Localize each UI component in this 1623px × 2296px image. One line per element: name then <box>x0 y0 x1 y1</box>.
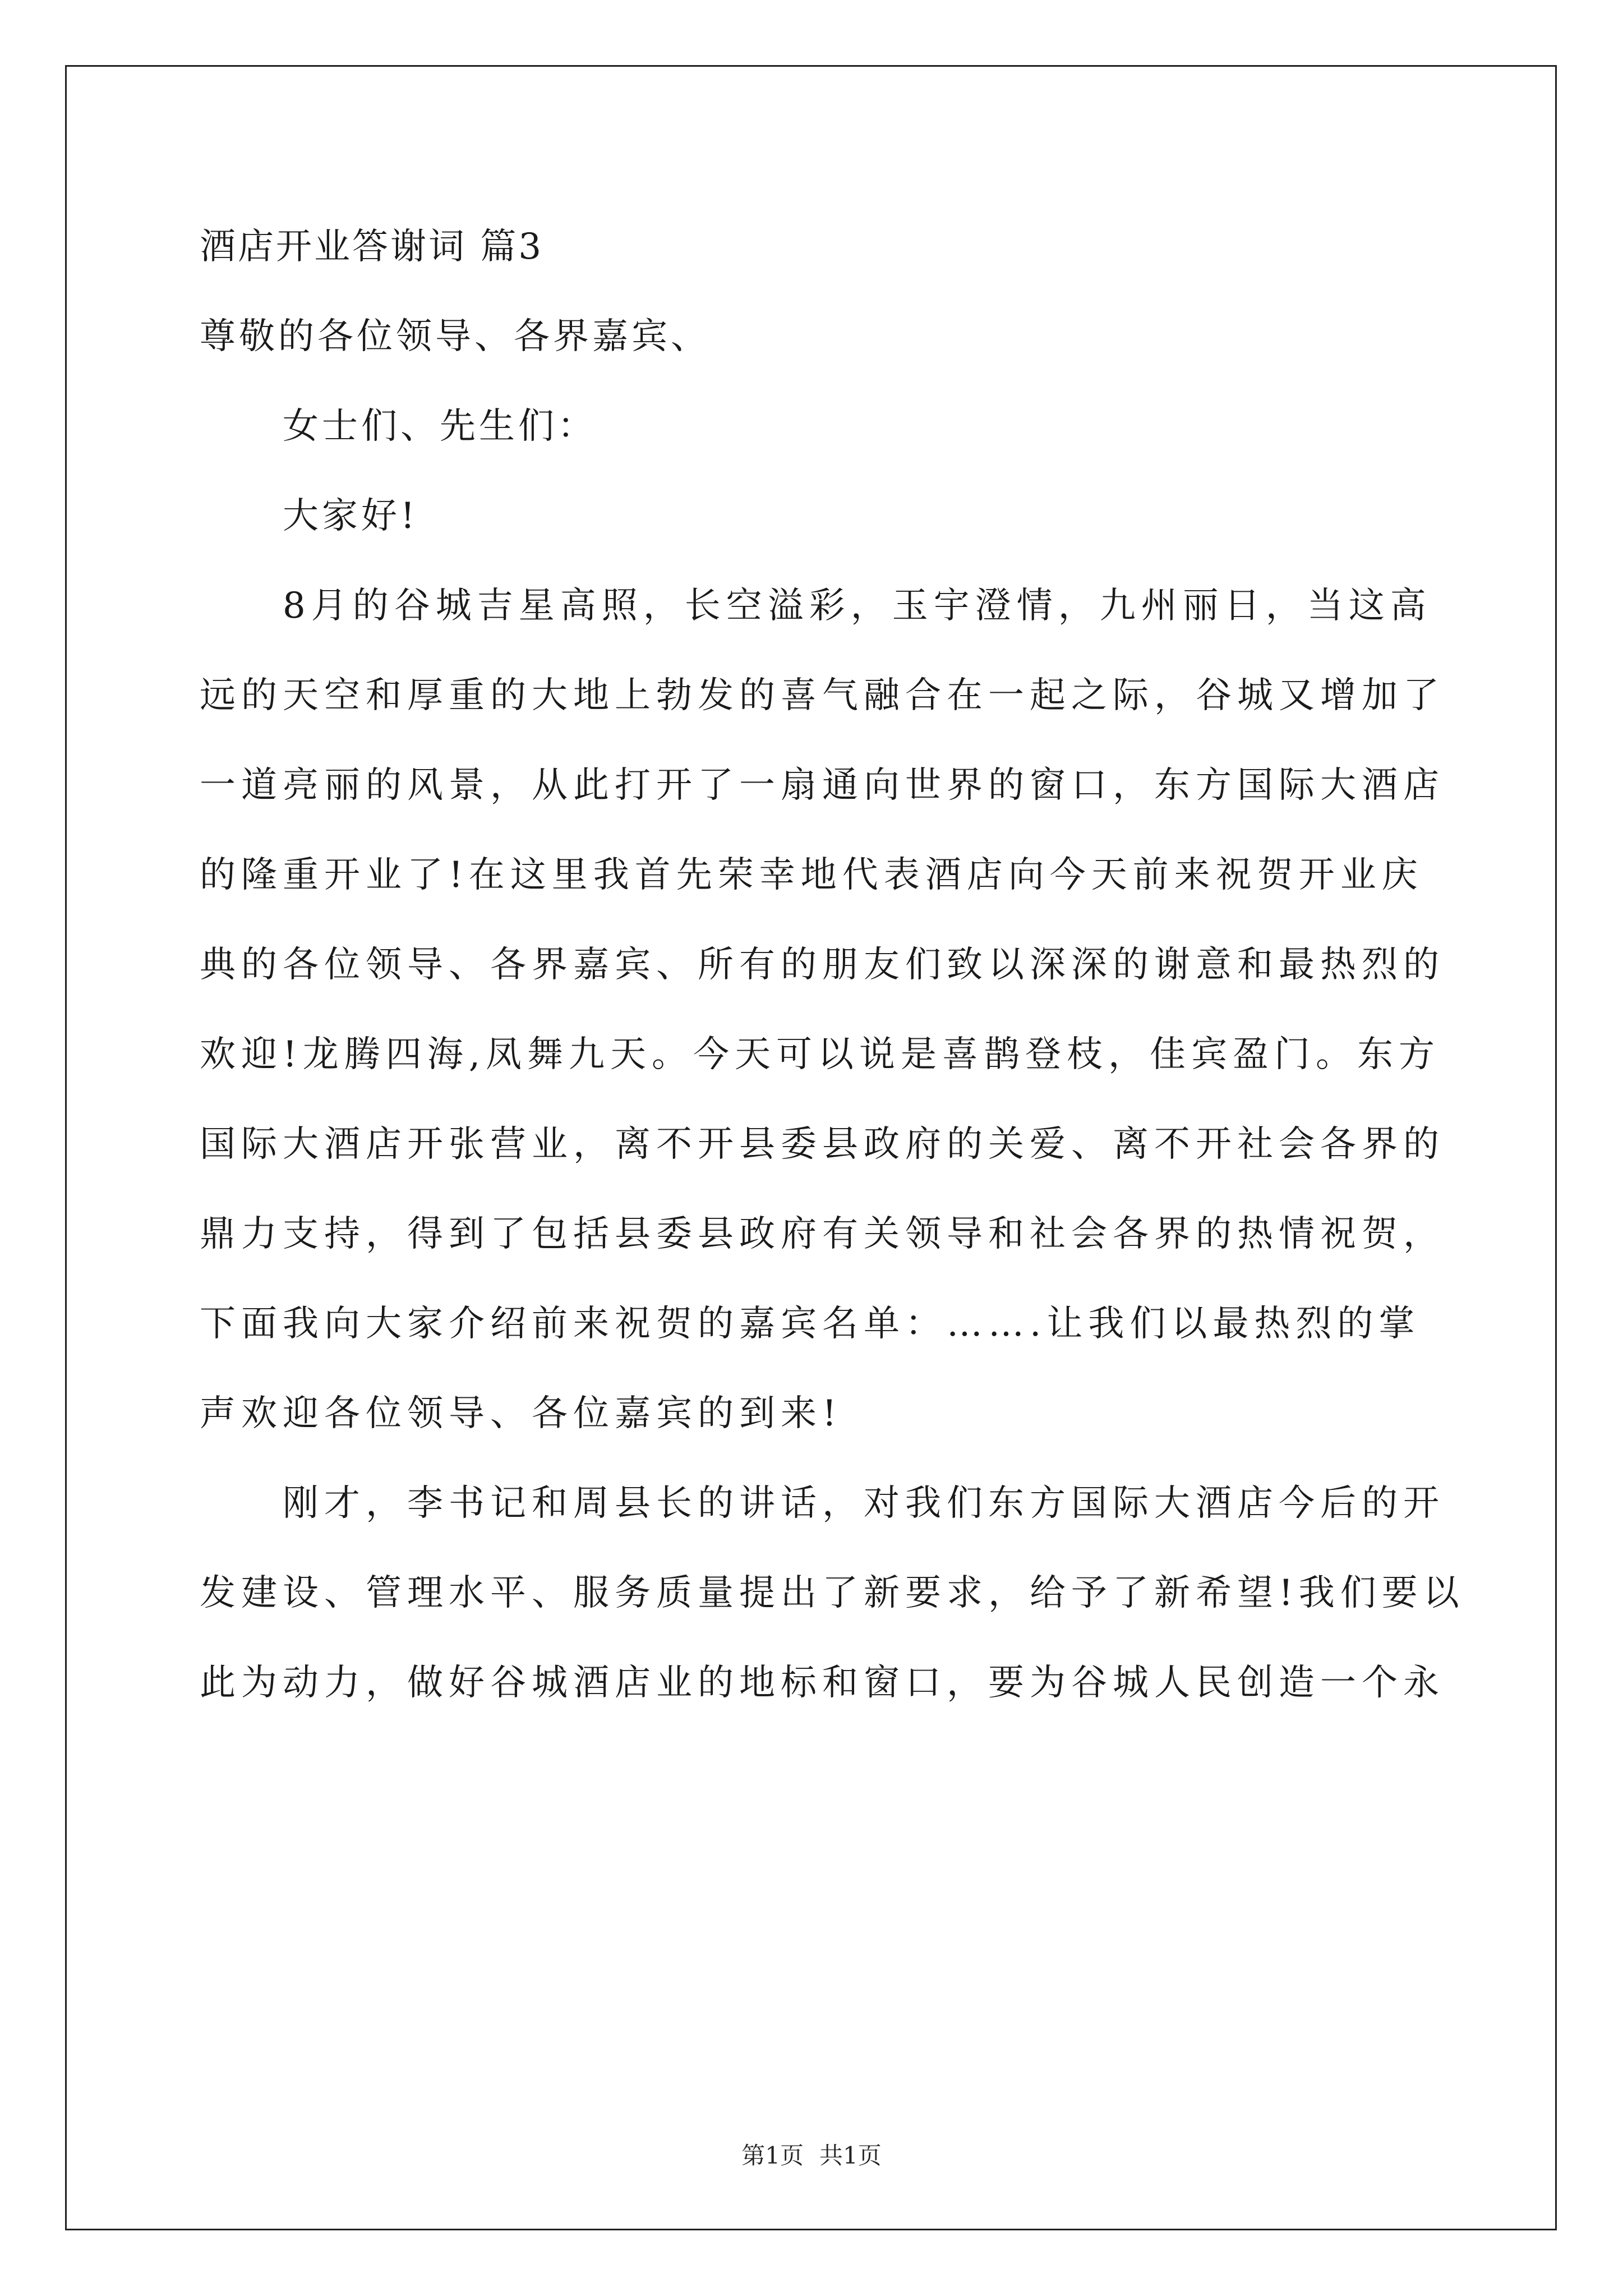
paragraph-line: 的隆重开业了!在这里我首先荣幸地代表酒店向今天前来祝贺开业庆 <box>200 854 1423 896</box>
document-body <box>200 202 1465 1728</box>
paragraph-line: 此为动力，做好谷城酒店业的地标和窗口，要为谷城人民创造一个永 <box>200 1662 1445 1704</box>
page-number: 第1页 <box>741 2142 804 2169</box>
paragraph-line: 发建设、管理水平、服务质量提出了新要求，给予了新希望!我们要以 <box>200 1572 1465 1614</box>
paragraph-line: 一道亮丽的风景，从此打开了一扇通向世界的窗口，东方国际大酒店 <box>200 765 1445 806</box>
document-title: 酒店开业答谢词 篇3 <box>200 226 544 268</box>
page-total: 共1页 <box>819 2142 882 2169</box>
salutation: 尊敬的各位领导、各界嘉宾、 <box>200 316 710 357</box>
page-footer <box>0 2140 1623 2171</box>
paragraph-line: 远的天空和厚重的大地上勃发的喜气融合在一起之际，谷城又增加了 <box>200 675 1445 716</box>
address-line: 女士们、先生们： <box>283 406 597 447</box>
paragraph-line: 国际大酒店开张营业，离不开县委县政府的关爱、离不开社会各界的 <box>200 1124 1445 1165</box>
paragraph-line: 刚才，李书记和周县长的讲话，对我们东方国际大酒店今后的开 <box>283 1483 1445 1524</box>
paragraph-1 <box>200 561 1445 1458</box>
paragraph-line: 典的各位领导、各界嘉宾、所有的朋友们致以深深的谢意和最热烈的 <box>200 944 1445 986</box>
paragraph-line: 欢迎!龙腾四海,凤舞九天。今天可以说是喜鹊登枝，佳宾盈门。东方 <box>200 1034 1441 1075</box>
greeting-line: 大家好! <box>283 495 418 537</box>
paragraph-line: 8月的谷城吉星高照，长空溢彩，玉宇澄情，九州丽日，当这高 <box>283 585 1432 627</box>
paragraph-line: 下面我向大家介绍前来祝贺的嘉宾名单：…….让我们以最热烈的掌 <box>200 1303 1421 1345</box>
paragraph-line: 鼎力支持，得到了包括县委县政府有关领导和社会各界的热情祝贺， <box>200 1213 1445 1255</box>
paragraph-line: 声欢迎各位领导、各位嘉宾的到来! <box>200 1393 842 1434</box>
paragraph-2 <box>200 1458 1465 1728</box>
